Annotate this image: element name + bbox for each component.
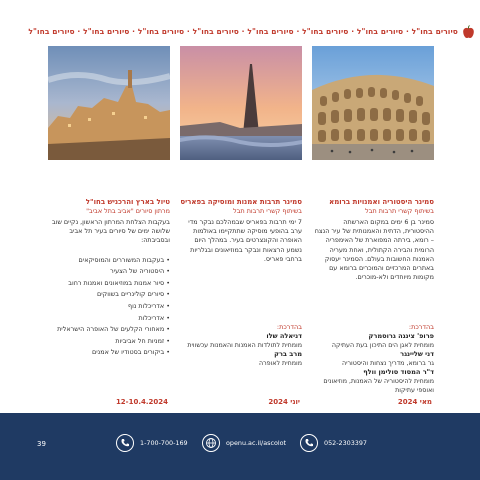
list-item: • בעקבות המשוררים והמוסיקאים (48, 255, 170, 267)
phone-number: 1-700-700-169 (140, 439, 188, 447)
leader-description: גר ברומא, מדריך נצחות והיסטוריה (341, 360, 434, 367)
telaviv-date: 12-10.4.2024 (115, 398, 168, 406)
list-item: • ביקורים בסטודיו של אמנים (48, 347, 170, 359)
leader-description: מומחית לאופרה (258, 360, 302, 367)
paris-leaders (180, 322, 302, 368)
leader-description: מומחית לתולדות האמנות והאמנות עכשווית (187, 342, 302, 349)
seminar-title: סמינר היסטוריה ואמנויות ברומא (329, 198, 434, 206)
leaders-label: בהדרכת: (276, 323, 302, 331)
tour-topics-list (48, 255, 170, 359)
paris-seminar-column (180, 198, 302, 264)
list-item: • אדריכלות נוף (48, 301, 170, 313)
rome-leaders (312, 322, 434, 395)
list-item: • זמניות חל אביביות (48, 336, 170, 348)
jaffa-old-city-photo (48, 46, 170, 160)
contact-phone-primary[interactable] (300, 433, 367, 453)
page-number: 39 (37, 440, 46, 448)
list-item: • היסטוריה של הצעיר (48, 266, 170, 278)
rome-date: מאי 2024 (397, 398, 432, 406)
tour-title: טיול בארץ והרכניש בחו"ל (85, 198, 170, 206)
footer (0, 413, 480, 480)
rome-seminar-column (312, 198, 434, 282)
header-strip: סיורים בחו"ל · סיורים בחו"ל · סיורים בחו"ל · סיורים בחו"ל · סיורים בחו"ל · סיורים בחו"ל · סיורים בחו"ל · סיורים בחו"ל (28, 27, 458, 36)
leader-name: מרב ברק (274, 350, 302, 358)
leader-name: ד"ר המסוד סולימן וולף (363, 368, 434, 376)
colosseum-rome-photo (312, 46, 434, 160)
apple-icon (462, 25, 475, 39)
tour-subtitle: מרתון סיורים "אביב בתל אביב" (86, 207, 170, 215)
paris-date: יוני 2024 (268, 398, 300, 406)
leader-name: דניאלה שלו (266, 332, 302, 340)
phone-icon (300, 434, 318, 452)
seminar-title: סמינר תרבות אמנות ומוסיקה בפאריס (180, 198, 302, 206)
website-link[interactable] (202, 433, 286, 453)
header (0, 0, 480, 44)
globe-icon (202, 434, 220, 452)
list-item: • סיור אמנות במוזיאונים ואמנות רחוב (48, 278, 170, 290)
contact-phone-secondary[interactable] (116, 433, 188, 453)
telaviv-tour-column (48, 198, 170, 359)
list-item: • אדריכלות (48, 313, 170, 325)
seminar-description: סמינר בן 6 ימים במקום הארשתה ההיסטורית, הדתית והאמנותית של עיר הנצח – רומא, בירתה המפוארת של האימפריה הרומית והבירה הקתולית, ואחת מעריה האמנות החשובות בעולם. הסמינר יעסוק באתרים המרכזיים והמוכרים ברומא עם מקומות מיוחדים ולא-מוכרים. (314, 218, 434, 282)
website-url: openu.ac.il/ascolot (226, 439, 287, 447)
leaders-label: בהדרכת: (408, 323, 434, 331)
leader-name: פרופ' צינגה גרוסמרק (368, 332, 434, 340)
list-item: • מאחורי הקלעים של האופרה הישראלית (48, 324, 170, 336)
phone-icon (116, 434, 134, 452)
eiffel-tower-paris-photo (180, 46, 302, 160)
leader-description: מומחית לאגן הים התיכון בעת העתיקה (331, 342, 434, 349)
leader-description: מומחית להיסטוריה של האמנות, מוזיאונים ואוספי עתיקות (323, 378, 434, 394)
tour-description: בעקבות הצלחת המרתון הראשון, נקיים שוב שלושה ימים של סיורים בעיר תל אביב ובסביבתה: (51, 218, 170, 245)
seminar-description: 7 ימי תרבות בפאריס שבמהלכם נבקר מדי ערב בהופעי מוסיקה שתתקיימו באולמות האופרה והקונצרטים בעיר. במהלך היום נשמע הרצאות ונבקר במוזיאונים ובגלריות ברחבי פאריס. (188, 218, 302, 263)
phone-number: 052-2303397 (324, 439, 367, 447)
seminar-subtitle: בשיתוף קשרי תרבות תבל (233, 207, 302, 215)
leader-name: דני שליינגר (400, 350, 434, 358)
list-item: • סיורים קולינריים בשווקים (48, 289, 170, 301)
seminar-subtitle: בשיתוף קשרי תרבות תבל (365, 207, 434, 215)
